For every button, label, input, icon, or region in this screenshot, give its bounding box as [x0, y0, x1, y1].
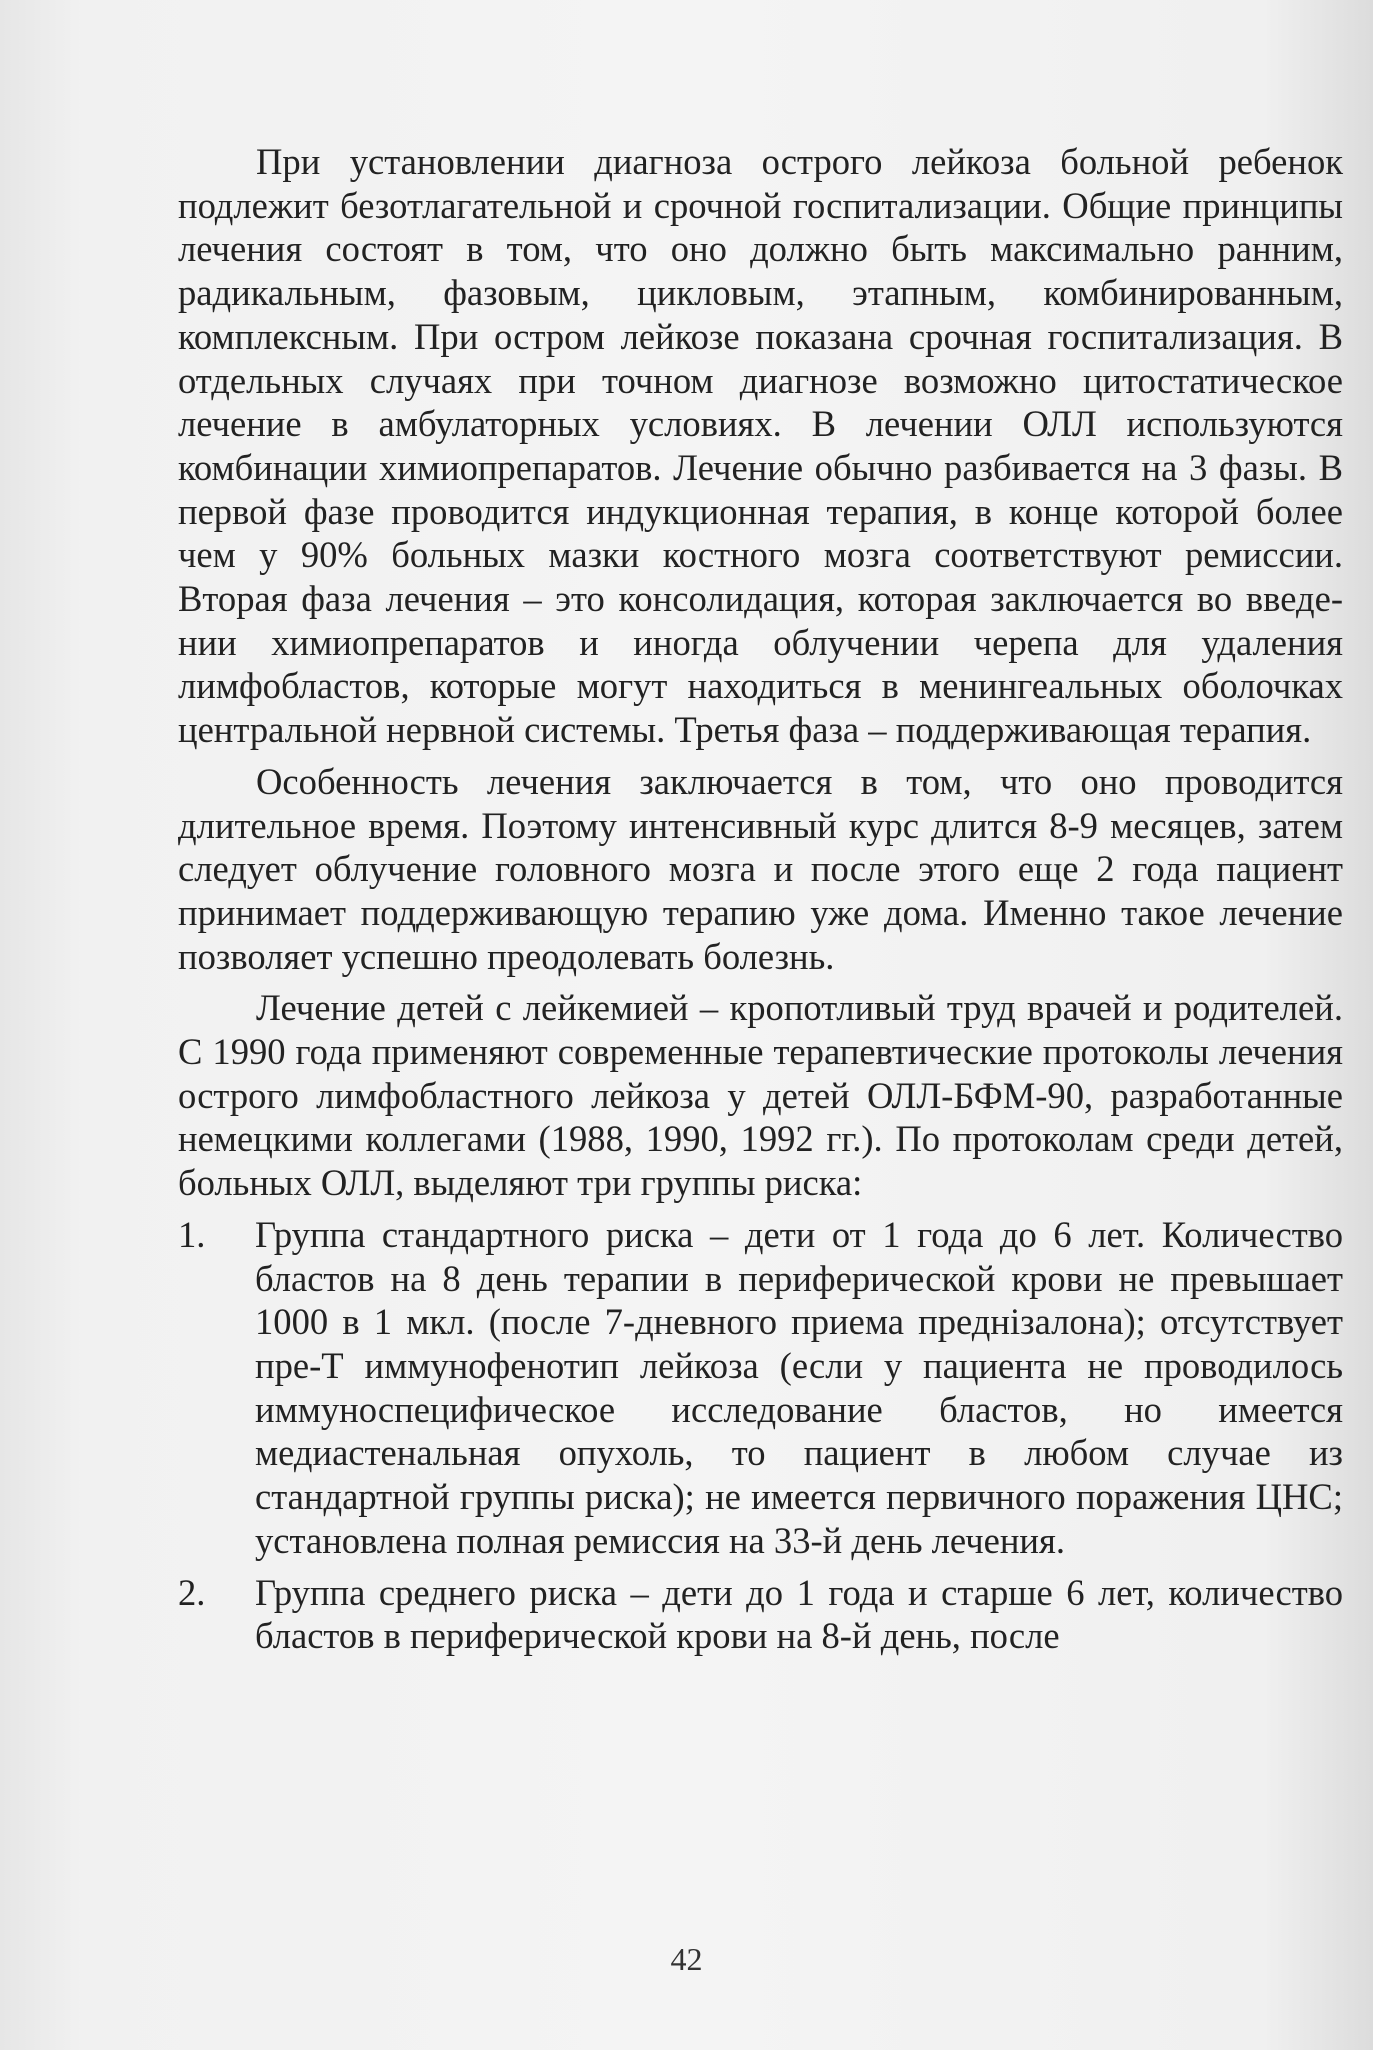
list-item-standard-risk: [178, 1213, 1343, 1563]
list-item-text: Группа среднего риска – дети до 1 года и старше 6 лет, количество бластов в периферической крови на 8-й день, после: [255, 1571, 1343, 1657]
list-item-number: 2.: [178, 1571, 206, 1613]
paragraph-treatment-principles: При установлении диагноза острого лейкоза больной ребенок подлежит безотлагательной и срочной госпитализации. Общие принципы лечения состоят в том, что оно должно быть максимально ранним, радикальным, фазовым, цикловым, этапным, комбинированным, комплексным. При остром лейкозе показана срочная госпитализация. В отдельных случаях при точном диагнозе возможно цитостатическое лечение в амбулаторных условиях. В лечении ОЛЛ используются комбинации химиопрепаратов. Лечение обычно разбивается на 3 фазы. В первой фазе проводится индукционная терапия, в конце которой более чем у 90% больных мазки костного мозга соответствуют ремиссии. Вторая фаза лечения – это консолидация, которая заключается во введении химиопрепаратов и иногда облучении черепа для удаления лимфобластов, которые могут находиться в менингеальных оболочках центральной нервной системы. Третья фаза – поддерживающая терапия.: [178, 141, 1343, 751]
page-number: 42: [670, 1941, 703, 1977]
risk-groups-list: [178, 1213, 1343, 1658]
list-item-number: 1.: [178, 1213, 206, 1255]
list-item-text: Группа стандартного риска – дети от 1 года до 6 лет. Количество бластов на 8 день терапии в периферической крови не превышает 1000 в 1 мкл. (после 7-дневного приема преднiзалона); отсутствует пре-Т иммунофенотип лейкоза (если у пациента не проводилось иммуноспецифическое исследование бластов, но имеется медиастенальная опухоль, то пациент в любом случае из стандартной группы риска); не имеется первичного поражения ЦНС; установлена полная ремиссия на 33-й день лечения.: [255, 1213, 1343, 1561]
page-body-text: [178, 140, 1343, 1658]
list-item-medium-risk: [178, 1571, 1343, 1658]
paragraph-risk-groups-intro: Лечение детей с лейкемией – кропотливый труд врачей и родителей. С 1990 года применяют современные терапевтические протоколы лечения острого лимфобластного лейкоза у детей ОЛЛ-БФМ-90, разработанные немецкими коллегами (1988, 1990, 1992 гг.). По протоколам среди детей, больных ОЛЛ, выделяют три группы риска:: [178, 987, 1343, 1204]
paragraph-treatment-duration: Особенность лечения заключается в том, что оно проводится длительное время. Поэтому интенсивный курс длится 8-9 месяцев, затем следует облучение головного мозга и после этого еще 2 года пациент принимает поддерживающую терапию уже дома. Именно такое лечение позволяет успешно преодолевать болезнь.: [178, 760, 1343, 977]
